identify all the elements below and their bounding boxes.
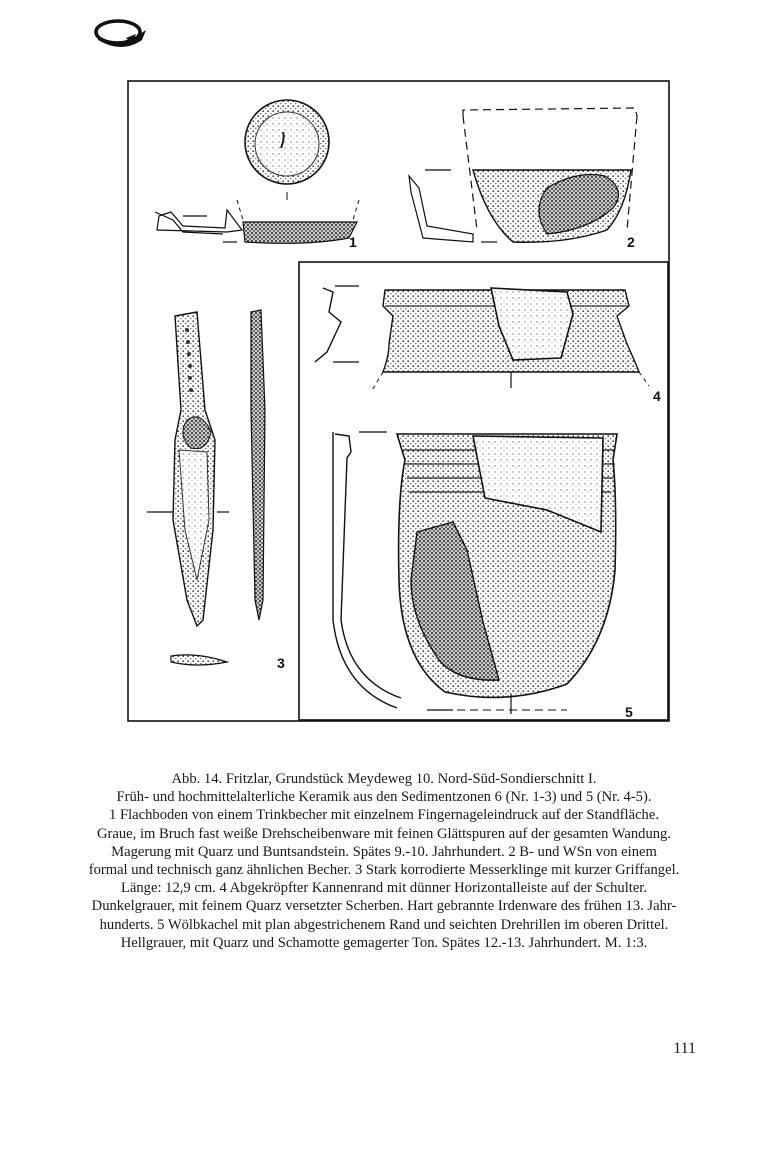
caption-line: Dunkelgrauer, mit feinem Quarz versetzter Scherben. Hart gebrannte Irdenware des frühen 13. Jahr- [91, 898, 677, 915]
caption-line: formal und technisch ganz ähnlichen Becher. 3 Stark korrodierte Messerklinge mit kurzer Griffangel. [88, 862, 680, 879]
caption-line: 1 Flachboden von einem Trinkbecher mit einzelnem Fingernageleindruck auf der Standfläche. [109, 807, 659, 824]
object-4-jug-rim-drawing [315, 286, 649, 392]
caption-line: Hellgrauer, mit Quarz und Schamotte gemagerter Ton. Spätes 12.-13. Jahrhundert. M. 1:3. [120, 934, 648, 951]
publisher-logo-icon [92, 14, 148, 52]
caption-line: Länge: 12,9 cm. 4 Abgekröpfter Kannenrand mit dünner Horizontalleiste auf der Schulter. [120, 880, 648, 897]
figure-label-1: 1 [349, 234, 357, 250]
caption-line: Magerung mit Quarz und Buntsandstein. Spätes 9.-10. Jahrhundert. 2 B- und WSn von einem [111, 843, 657, 860]
figure-plate [127, 80, 670, 722]
figure-label-4: 4 [653, 388, 661, 404]
object-3-knife-drawing [147, 310, 265, 665]
figure-label-5: 5 [625, 704, 633, 720]
object-1-base-drawing [155, 100, 359, 243]
figure-label-2: 2 [627, 234, 635, 250]
caption-line: Graue, im Bruch fast weiße Drehscheibenware mit feinen Glättspuren auf der gesamten Wandung. [97, 825, 671, 842]
object-5-crown-tile-drawing [333, 432, 617, 714]
caption-line: Früh- und hochmittelalterliche Keramik aus den Sedimentzonen 6 (Nr. 1-3) und 5 (Nr. 4-5). [116, 789, 652, 806]
page-number: 111 [673, 1040, 696, 1057]
figure-drawings [127, 80, 670, 722]
object-2-beaker-drawing [409, 108, 637, 242]
caption-line-title: Abb. 14. Fritzlar, Grundstück Meydeweg 10. Nord-Süd-Sondierschnitt I. [171, 771, 597, 787]
caption-line: hunderts. 5 Wölbkachel mit plan abgestrichenem Rand und seichten Drehrillen im oberen Drittel. [99, 916, 669, 933]
figure-caption [70, 770, 698, 952]
figure-label-3: 3 [277, 655, 285, 671]
